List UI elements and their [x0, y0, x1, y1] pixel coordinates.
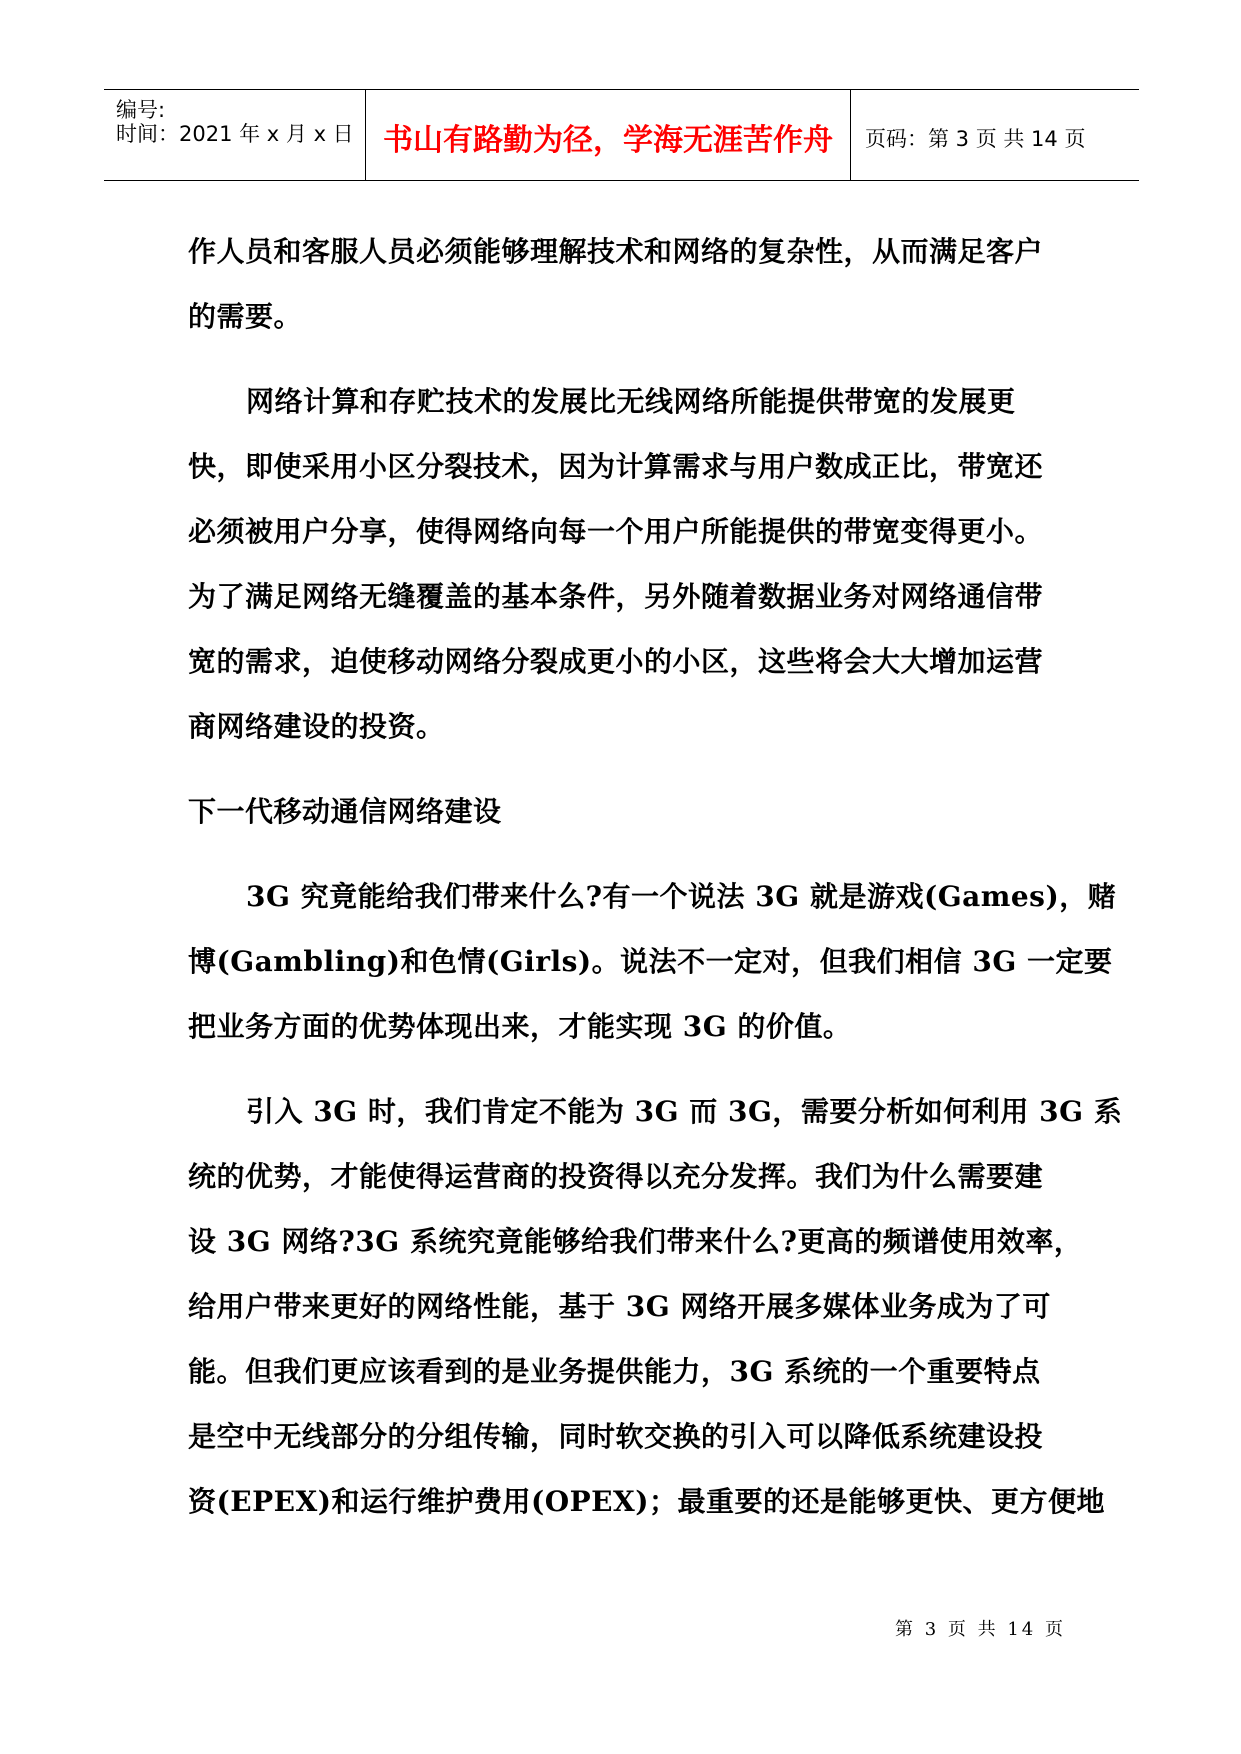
text-line: 的需要。: [188, 300, 303, 333]
text-line: 作人员和客服人员必须能够理解技术和网络的复杂性，从而满足客户: [188, 235, 1044, 268]
text-line: 3G 究竟能给我们带来什么?有一个说法 3G 就是游戏(Games)，赌: [246, 880, 1117, 913]
paragraph-gap: [188, 1059, 1068, 1079]
text-line: 网络计算和存贮技术的发展比无线网络所能提供带宽的发展更: [246, 385, 1016, 418]
document-header: [104, 89, 1139, 181]
paragraph-gap: [188, 844, 1068, 864]
paragraph: [188, 369, 1068, 759]
text-line: 给用户带来更好的网络性能，基于 3G 网络开展多媒体业务成为了可: [188, 1290, 1051, 1323]
header-motto: 书山有路勤为径，学海无涯苦作舟: [383, 123, 833, 158]
text-line: 统的优势，才能使得运营商的投资得以充分发挥。我们为什么需要建: [188, 1160, 1044, 1193]
text-line: 是空中无线部分的分组传输，同时软交换的引入可以降低系统建设投: [188, 1420, 1044, 1453]
document-number-label: 编号:: [116, 98, 166, 122]
paragraph: [188, 864, 1117, 1059]
text-line: 把业务方面的优势体现出来，才能实现 3G 的价值。: [188, 1010, 852, 1043]
text-line: 商网络建设的投资。: [188, 710, 445, 743]
text-line: 能。但我们更应该看到的是业务提供能力，3G 系统的一个重要特点: [188, 1355, 1041, 1388]
text-line: 必须被用户分享，使得网络向每一个用户所能提供的带宽变得更小。: [188, 515, 1044, 548]
text-line: 博(Gambling)和色情(Girls)。说法不一定对，但我们相信 3G 一定要: [188, 945, 1113, 978]
text-line: 为了满足网络无缝覆盖的基本条件，另外随着数据业务对网络通信带: [188, 580, 1044, 613]
text-line: 设 3G 网络?3G 系统究竟能够给我们带来什么?更高的频谱使用效率，: [188, 1225, 1083, 1258]
text-line: 宽的需求，迫使移动网络分裂成更小的小区，这些将会大大增加运营: [188, 645, 1044, 678]
paragraph: [188, 219, 1068, 349]
text-line: 快，即使采用小区分裂技术，因为计算需求与用户数成正比，带宽还: [188, 450, 1044, 483]
document-body: [188, 219, 1123, 1534]
paragraph-gap: [188, 759, 1068, 779]
text-line: 下一代移动通信网络建设: [188, 795, 502, 828]
document-time-label: 时间：2021 年 x 月 x 日: [116, 122, 354, 146]
header-middle-cell: [366, 90, 851, 180]
text-line: 资(EPEX)和运行维护费用(OPEX)；最重要的还是能够更快、更方便地: [188, 1485, 1105, 1518]
header-page-number: 页码：第 3 页 共 14 页: [865, 127, 1086, 151]
text-line: 引入 3G 时，我们肯定不能为 3G 而 3G，需要分析如何利用 3G 系: [246, 1095, 1123, 1128]
paragraph: [188, 1079, 1123, 1534]
paragraph: [188, 779, 1068, 844]
paragraph-gap: [188, 349, 1068, 369]
header-right-cell: [851, 90, 1139, 180]
footer-page-number: 第 3 页 共 14 页: [895, 1619, 1066, 1640]
header-left-cell: [104, 90, 366, 180]
